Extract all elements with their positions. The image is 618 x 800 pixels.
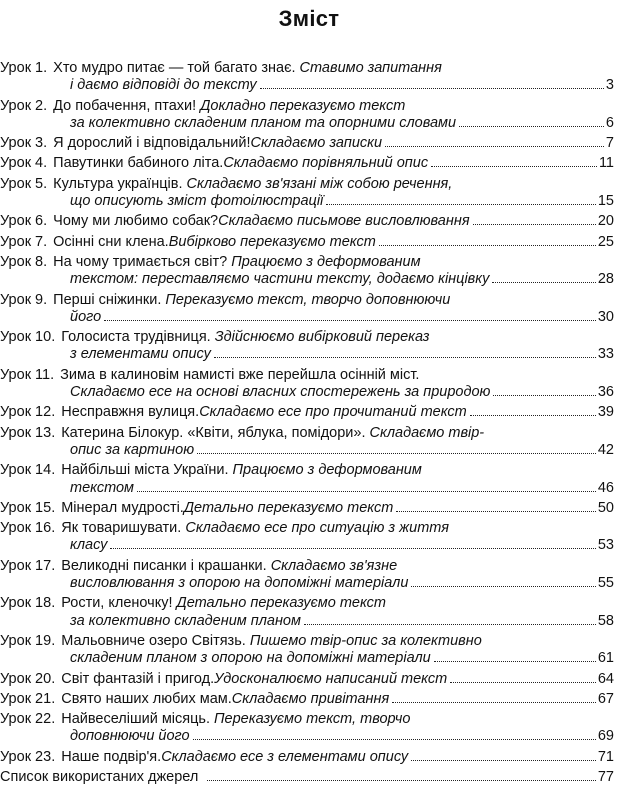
toc-line — [0, 520, 618, 537]
lesson-topic: Несправжня вулиця. — [61, 404, 200, 421]
lesson-topic: Я дорослий і відповідальний! — [53, 135, 251, 152]
page-number: 77 — [597, 768, 614, 785]
lesson-topic: Великодні писанки і крашанки. — [61, 557, 267, 574]
lesson-task: Складаємо зв'язне — [270, 557, 398, 574]
lesson-topic: Павутинки бабиного літа. — [53, 155, 224, 172]
page-number: 15 — [597, 193, 614, 210]
lesson-topic: Найбільші міста України. — [61, 462, 229, 479]
dot-leader — [326, 204, 596, 205]
lesson-topic: Культура українців. — [53, 175, 183, 192]
lesson-label: Урок 9. — [0, 291, 48, 308]
toc-line — [0, 728, 618, 745]
lesson-label: Урок 14. — [0, 462, 56, 479]
toc-line — [0, 98, 618, 115]
toc-line — [0, 650, 618, 667]
lesson-topic: Катерина Білокур. «Квіти, яблука, помідори». — [61, 424, 366, 441]
lesson-label: Урок 12. — [0, 404, 56, 421]
toc-entry[interactable] — [0, 404, 618, 421]
lesson-label: Урок 22. — [0, 711, 56, 728]
lesson-task: висловлювання з опорою на допоміжні матеріали — [70, 575, 409, 592]
page-number: 30 — [597, 308, 614, 325]
toc-line — [0, 575, 618, 592]
lesson-task: Ставимо запитання — [299, 60, 442, 76]
lesson-task: що описують зміст фотоілюстрації — [70, 193, 324, 210]
page-number: 33 — [597, 346, 614, 363]
toc-entry[interactable] — [0, 234, 618, 251]
lesson-task: доповнюючи його — [70, 728, 190, 745]
lesson-topic: Чому ми любимо собак? — [53, 213, 219, 230]
dot-leader — [493, 395, 595, 396]
dot-leader — [434, 661, 596, 662]
lesson-task: складеним планом з опорою на допоміжні матеріали — [70, 650, 431, 667]
lesson-label: Урок 18. — [0, 595, 56, 612]
dot-leader — [304, 624, 596, 625]
toc-entry[interactable] — [0, 98, 618, 133]
dot-leader — [197, 453, 596, 454]
lesson-task: опис за картиною — [70, 441, 195, 458]
toc-line — [0, 769, 618, 786]
dot-leader — [470, 415, 596, 416]
lesson-label: Урок 10. — [0, 329, 56, 346]
page-number: 71 — [597, 748, 614, 765]
page-number: 36 — [597, 384, 614, 401]
toc-line — [0, 558, 618, 575]
page-number: 64 — [597, 670, 614, 687]
lesson-label: Урок 20. — [0, 670, 56, 687]
toc-entry[interactable] — [0, 292, 618, 327]
dot-leader — [411, 760, 596, 761]
dot-leader — [104, 320, 596, 321]
toc-line — [0, 711, 618, 728]
dot-leader — [473, 224, 596, 225]
lesson-task: Складаємо записки — [250, 135, 383, 152]
lesson-label: Список використаних джерел — [0, 768, 199, 785]
lesson-label: Урок 2. — [0, 97, 48, 114]
lesson-task: Складаємо есе про ситуацію з життя — [185, 520, 449, 537]
lesson-topic: Зима в калиновім намисті вже перейшла осінній міст. — [60, 366, 420, 383]
toc-line — [0, 691, 618, 708]
toc-line — [0, 135, 618, 152]
page-number: 25 — [597, 233, 614, 250]
toc-entry[interactable] — [0, 595, 618, 630]
toc-line — [0, 115, 618, 132]
lesson-topic: Перші сніжинки. — [53, 291, 162, 308]
toc-line — [0, 329, 618, 346]
toc-line — [0, 193, 618, 210]
lesson-topic: Хто мудро питає — той багато знає. — [53, 60, 296, 76]
lesson-topic: Найвеселіший місяць. — [61, 711, 211, 728]
toc-line — [0, 367, 618, 384]
dot-leader — [260, 88, 604, 89]
dot-leader — [379, 245, 596, 246]
lesson-task: Здійснюємо вибірковий переказ — [214, 329, 430, 346]
toc-line — [0, 60, 618, 77]
lesson-topic: Голосиста трудівниця. — [61, 329, 211, 346]
page-number: 50 — [597, 499, 614, 516]
lesson-task: Пишемо твір-опис за колективно — [249, 632, 482, 649]
dot-leader — [110, 548, 595, 549]
dot-leader — [459, 126, 604, 127]
lesson-task: Переказуємо текст, творчо доповнюючи — [165, 291, 451, 308]
lesson-label: Урок 6. — [0, 213, 48, 230]
toc-entry[interactable] — [0, 367, 618, 402]
lesson-task: Складаємо твір- — [369, 424, 485, 441]
toc-line — [0, 271, 618, 288]
lesson-label: Урок 8. — [0, 253, 48, 270]
lesson-topic: Мальовниче озеро Світязь. — [61, 632, 246, 649]
page-number: 39 — [597, 404, 614, 421]
toc-line — [0, 155, 618, 172]
toc-line — [0, 442, 618, 459]
toc-line — [0, 213, 618, 230]
dot-leader — [207, 780, 596, 781]
toc-line — [0, 77, 618, 94]
lesson-topic: На чому тримається світ? — [53, 253, 228, 270]
toc-entry[interactable] — [0, 558, 618, 593]
page-number: 20 — [597, 213, 614, 230]
lesson-task: Працюємо з деформованим — [231, 253, 421, 270]
dot-leader — [411, 586, 595, 587]
page-number: 53 — [597, 537, 614, 554]
lesson-label: Урок 11. — [0, 366, 55, 383]
page-number: 69 — [597, 728, 614, 745]
page-number: 55 — [597, 575, 614, 592]
lesson-label: Урок 7. — [0, 233, 48, 250]
lesson-label: Урок 16. — [0, 520, 56, 537]
lesson-task: Переказуємо текст, творчо — [214, 711, 411, 728]
lesson-task: Складаємо есе з елементами опису — [161, 748, 409, 765]
lesson-label: Урок 5. — [0, 175, 48, 192]
toc-line — [0, 671, 618, 688]
page-number: 67 — [597, 690, 614, 707]
dot-leader — [431, 166, 597, 167]
toc-line — [0, 176, 618, 193]
lesson-task: його — [70, 308, 102, 325]
page-number: 7 — [605, 135, 614, 152]
toc-entry[interactable] — [0, 176, 618, 211]
lesson-task: Удосконалюємо написаний текст — [214, 670, 448, 687]
toc-entry[interactable] — [0, 671, 618, 688]
toc-entry[interactable] — [0, 60, 618, 95]
dot-leader — [396, 511, 596, 512]
lesson-topic: Наше подвір'я. — [61, 748, 162, 765]
lesson-task: текстом — [70, 479, 134, 496]
page-number: 28 — [597, 271, 614, 288]
toc-entry[interactable] — [0, 633, 618, 668]
dot-leader — [385, 146, 604, 147]
page-number: 42 — [597, 441, 614, 458]
toc-line — [0, 749, 618, 766]
lesson-task: і даємо відповіді до тексту — [70, 77, 257, 94]
toc-entry[interactable] — [0, 155, 618, 172]
dot-leader — [450, 682, 596, 683]
lesson-task: з елементами опису — [70, 346, 211, 363]
lesson-label: Урок 19. — [0, 632, 56, 649]
toc-line — [0, 254, 618, 271]
lesson-label: Урок 1. — [0, 60, 48, 76]
page-number: 6 — [605, 114, 614, 131]
lesson-topic: Як товаришувати. — [61, 520, 182, 537]
dot-leader — [193, 739, 596, 740]
toc-line — [0, 425, 618, 442]
toc-line — [0, 595, 618, 612]
lesson-task: Складаємо письмове висловлювання — [218, 213, 470, 230]
toc-line — [0, 346, 618, 363]
dot-leader — [392, 702, 596, 703]
toc-line — [0, 633, 618, 650]
lesson-label: Урок 3. — [0, 135, 48, 152]
lesson-topic: Осінні сни клена. — [53, 233, 169, 250]
dot-leader — [137, 491, 596, 492]
toc-line — [0, 309, 618, 326]
toc-entry[interactable] — [0, 329, 618, 364]
lesson-task: Складаємо порівняльний опис — [223, 155, 429, 172]
lesson-label: Урок 4. — [0, 155, 48, 172]
toc-entry[interactable] — [0, 520, 618, 555]
toc-line — [0, 462, 618, 479]
lesson-task: Детально переказуємо текст — [176, 595, 386, 612]
toc-line — [0, 384, 618, 401]
lesson-task: за колективно складеним планом — [70, 612, 301, 629]
lesson-task: класу — [70, 537, 108, 554]
lesson-label: Урок 15. — [0, 499, 56, 516]
lesson-label: Урок 23. — [0, 748, 56, 765]
lesson-topic: Свято наших любих мам. — [61, 690, 232, 707]
toc-line — [0, 234, 618, 251]
lesson-label: Урок 21. — [0, 690, 56, 707]
page-number: 11 — [598, 155, 614, 172]
lesson-task: Складаємо зв'язані між собою речення, — [186, 175, 453, 192]
lesson-topic: Світ фантазій і пригод. — [61, 670, 215, 687]
page-number: 3 — [605, 77, 614, 94]
table-of-contents — [0, 60, 618, 789]
lesson-topic: Мінерал мудрості. — [61, 499, 184, 516]
toc-entry[interactable] — [0, 254, 618, 289]
toc-line — [0, 537, 618, 554]
lesson-task: Працюємо з деформованим — [232, 462, 422, 479]
toc-entry[interactable] — [0, 135, 618, 152]
toc-entry[interactable] — [0, 749, 618, 766]
lesson-task: Складаємо привітання — [231, 690, 390, 707]
toc-entry[interactable] — [0, 691, 618, 708]
lesson-task: Складаємо есе про прочитаний текст — [199, 404, 467, 421]
lesson-label: Урок 17. — [0, 557, 56, 574]
toc-entry[interactable] — [0, 711, 618, 746]
toc-line — [0, 292, 618, 309]
lesson-label: Урок 13. — [0, 424, 56, 441]
dot-leader — [214, 357, 596, 358]
lesson-task: текстом: переставляємо частини тексту, додаємо кінцівку — [70, 271, 490, 288]
toc-line — [0, 404, 618, 421]
toc-entry[interactable] — [0, 462, 618, 497]
lesson-task: Докладно переказуємо текст — [200, 97, 406, 114]
page-title: Зміст — [278, 6, 340, 31]
toc-entry[interactable] — [0, 769, 618, 786]
lesson-task: Детально переказуємо текст — [183, 499, 394, 516]
lesson-topic: Рости, кленочку! — [61, 595, 173, 612]
toc-entry[interactable] — [0, 213, 618, 230]
lesson-task: Складаємо есе на основі власних спостережень за природою — [70, 384, 491, 401]
page-number: 58 — [597, 612, 614, 629]
toc-line — [0, 500, 618, 517]
dot-leader — [492, 282, 596, 283]
toc-line — [0, 480, 618, 497]
toc-entry[interactable] — [0, 500, 618, 517]
toc-line — [0, 613, 618, 630]
lesson-task: Вибірково переказуємо текст — [168, 233, 376, 250]
lesson-task: за колективно складеним планом та опорними словами — [70, 114, 457, 131]
toc-entry[interactable] — [0, 425, 618, 460]
lesson-topic: До побачення, птахи! — [53, 97, 197, 114]
page-number: 46 — [597, 479, 614, 496]
page-number: 61 — [597, 650, 614, 667]
